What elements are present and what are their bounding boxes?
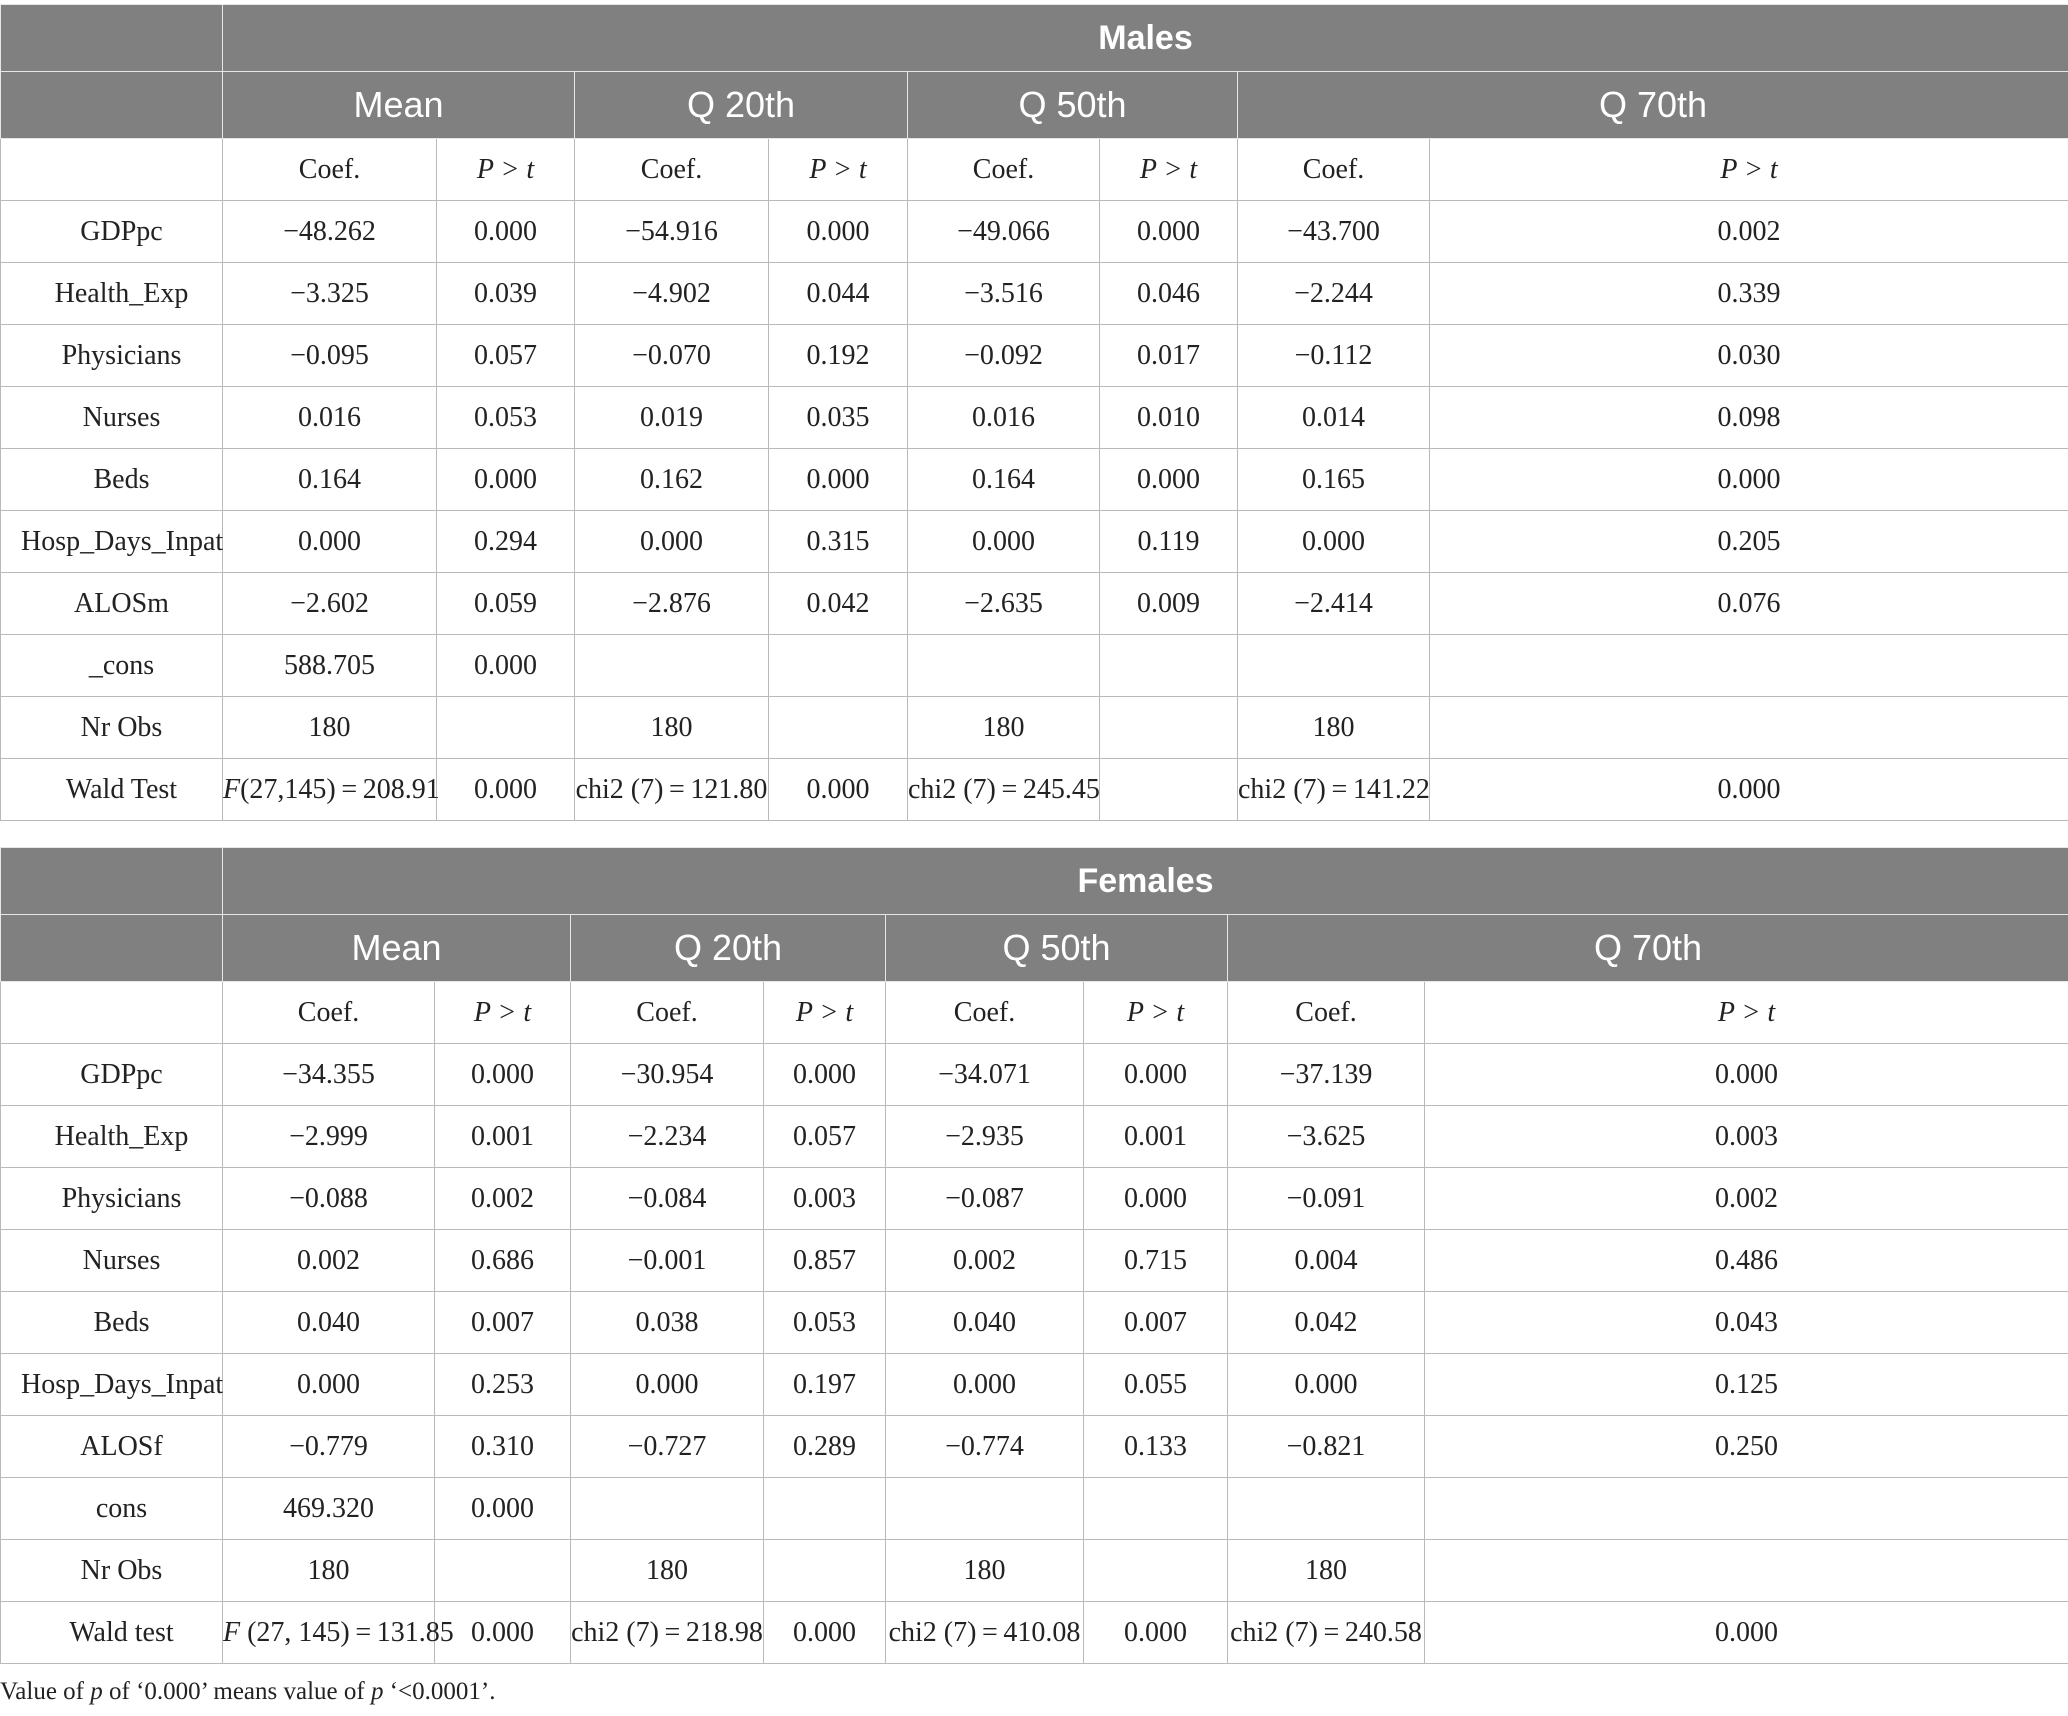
row-label: Physicians xyxy=(1,325,223,387)
table-row xyxy=(1,449,2068,511)
table-row xyxy=(1,1168,2068,1230)
p-value-cell: 0.486 xyxy=(1425,1230,2068,1292)
row-label: Physicians xyxy=(1,1168,223,1230)
coef-cell: −34.071 xyxy=(886,1044,1084,1106)
coef-cell: 0.000 xyxy=(908,511,1100,573)
row-label: GDPpc xyxy=(1,1044,223,1106)
p-value-cell: 0.000 xyxy=(1100,201,1238,263)
p-value-cell: 0.010 xyxy=(1100,387,1238,449)
coef-cell: 0.002 xyxy=(223,1230,435,1292)
table-row xyxy=(1,201,2068,263)
p-value-cell: 0.315 xyxy=(769,511,908,573)
p-value-cell: 0.001 xyxy=(435,1106,571,1168)
p-value-cell: 0.000 xyxy=(437,449,575,511)
coef-cell: −0.088 xyxy=(223,1168,435,1230)
wald-f-value: (27, 145) = 131.85 xyxy=(240,1616,454,1648)
wald-f-symbol: F xyxy=(223,1616,241,1648)
p-value-cell: 0.250 xyxy=(1425,1416,2068,1478)
corner-cell xyxy=(1,848,223,915)
coef-cell: −0.774 xyxy=(886,1416,1084,1478)
wald-statistic-cell: chi2 (7) = 240.58 xyxy=(1228,1602,1425,1664)
coef-cell: −0.821 xyxy=(1228,1416,1425,1478)
footnote-text: ‘<0.0001’. xyxy=(383,1678,496,1705)
p-value-cell: 0.030 xyxy=(1430,325,2068,387)
p-value-cell: 0.053 xyxy=(437,387,575,449)
coef-header: Coef. xyxy=(1238,139,1430,201)
coef-header: Coef. xyxy=(1228,982,1425,1044)
coef-cell: 180 xyxy=(1228,1540,1425,1602)
males-table xyxy=(0,4,2068,821)
coef-cell: 0.038 xyxy=(571,1292,764,1354)
coef-cell: 0.164 xyxy=(908,449,1100,511)
corner-cell xyxy=(1,72,223,139)
coef-cell: 180 xyxy=(571,1540,764,1602)
group-header-q70: Q 70th xyxy=(1228,915,2068,982)
table-row xyxy=(1,1044,2068,1106)
coef-cell xyxy=(571,1478,764,1540)
coef-cell: 0.000 xyxy=(886,1354,1084,1416)
p-header: P > t xyxy=(435,982,571,1044)
p-value-cell: 0.000 xyxy=(1100,449,1238,511)
p-value-cell: 0.057 xyxy=(437,325,575,387)
row-label: Hosp_Days_Inpat xyxy=(1,511,223,573)
coef-cell: −2.244 xyxy=(1238,263,1430,325)
coef-cell: −2.876 xyxy=(575,573,769,635)
table-row xyxy=(1,1540,2068,1602)
coef-header: Coef. xyxy=(575,139,769,201)
p-value-cell xyxy=(1100,697,1238,759)
coef-cell: −2.635 xyxy=(908,573,1100,635)
footnote-text: Value of xyxy=(0,1678,91,1705)
row-label: cons xyxy=(1,1478,223,1540)
coef-cell: 0.162 xyxy=(575,449,769,511)
p-value-cell xyxy=(769,635,908,697)
row-label: Nurses xyxy=(1,387,223,449)
coef-cell: −3.325 xyxy=(223,263,437,325)
coef-cell: 0.000 xyxy=(1238,511,1430,573)
coef-cell: −2.935 xyxy=(886,1106,1084,1168)
table-row xyxy=(1,1354,2068,1416)
wald-test-row xyxy=(1,1602,2068,1664)
p-value-cell: 0.002 xyxy=(1430,201,2068,263)
coef-cell: −0.779 xyxy=(223,1416,435,1478)
table-row xyxy=(1,697,2068,759)
table-row xyxy=(1,1478,2068,1540)
row-label: Nurses xyxy=(1,1230,223,1292)
coef-cell: −2.999 xyxy=(223,1106,435,1168)
coef-cell: −0.091 xyxy=(1228,1168,1425,1230)
p-value-cell xyxy=(1425,1540,2068,1602)
p-header: P > t xyxy=(764,982,886,1044)
coef-cell: −3.625 xyxy=(1228,1106,1425,1168)
p-value-cell: 0.339 xyxy=(1430,263,2068,325)
wald-f-value: (27,145) = 208.91 xyxy=(240,773,440,805)
p-value-cell: 0.205 xyxy=(1430,511,2068,573)
coef-header: Coef. xyxy=(223,982,435,1044)
p-value-cell xyxy=(437,697,575,759)
group-header-mean: Mean xyxy=(223,72,575,139)
p-header: P > t xyxy=(1425,982,2068,1044)
p-value-cell: 0.000 xyxy=(435,1602,571,1664)
p-value-cell xyxy=(1084,1478,1228,1540)
coef-header: Coef. xyxy=(908,139,1100,201)
p-value-cell: 0.000 xyxy=(1425,1044,2068,1106)
p-value-cell: 0.000 xyxy=(769,759,908,821)
coef-cell: −34.355 xyxy=(223,1044,435,1106)
coef-cell: −0.084 xyxy=(571,1168,764,1230)
p-value-cell: 0.289 xyxy=(764,1416,886,1478)
wald-statistic-cell: chi2 (7) = 410.08 xyxy=(886,1602,1084,1664)
p-value-cell: 0.017 xyxy=(1100,325,1238,387)
coef-cell: −0.727 xyxy=(571,1416,764,1478)
p-value-cell: 0.000 xyxy=(764,1602,886,1664)
p-value-cell: 0.007 xyxy=(435,1292,571,1354)
coef-cell: 0.016 xyxy=(223,387,437,449)
coef-cell: −30.954 xyxy=(571,1044,764,1106)
p-value-cell: 0.000 xyxy=(437,201,575,263)
coef-cell xyxy=(1228,1478,1425,1540)
footnote-p: p xyxy=(90,1678,103,1705)
row-label: Beds xyxy=(1,1292,223,1354)
coef-header: Coef. xyxy=(223,139,437,201)
p-value-cell: 0.000 xyxy=(769,449,908,511)
p-value-cell: 0.009 xyxy=(1100,573,1238,635)
table-row xyxy=(1,1416,2068,1478)
footnote-p: p xyxy=(370,1678,384,1705)
coef-cell: −2.234 xyxy=(571,1106,764,1168)
table-row xyxy=(1,511,2068,573)
table-row xyxy=(1,573,2068,635)
coef-cell: −0.092 xyxy=(908,325,1100,387)
group-header-q20: Q 20th xyxy=(571,915,886,982)
p-value-cell: 0.042 xyxy=(769,573,908,635)
p-value-cell xyxy=(1084,1540,1228,1602)
table-row xyxy=(1,1230,2068,1292)
p-value-cell: 0.053 xyxy=(764,1292,886,1354)
coef-cell xyxy=(575,635,769,697)
p-value-cell: 0.133 xyxy=(1084,1416,1228,1478)
row-label: Wald test xyxy=(1,1602,223,1664)
coef-cell: −3.516 xyxy=(908,263,1100,325)
table-row xyxy=(1,1292,2068,1354)
p-value-cell: 0.001 xyxy=(1084,1106,1228,1168)
coef-cell: 180 xyxy=(575,697,769,759)
coef-cell: −48.262 xyxy=(223,201,437,263)
coef-header: Coef. xyxy=(571,982,764,1044)
coef-cell: 0.002 xyxy=(886,1230,1084,1292)
coef-cell: 0.000 xyxy=(1228,1354,1425,1416)
coef-cell: −49.066 xyxy=(908,201,1100,263)
p-value-cell: 0.000 xyxy=(1430,449,2068,511)
p-value-cell xyxy=(769,697,908,759)
coef-cell: 180 xyxy=(223,1540,435,1602)
p-value-cell: 0.098 xyxy=(1430,387,2068,449)
coef-cell: 588.705 xyxy=(223,635,437,697)
coef-cell: 0.040 xyxy=(886,1292,1084,1354)
p-value-cell: 0.253 xyxy=(435,1354,571,1416)
p-value-cell: 0.039 xyxy=(437,263,575,325)
p-value-cell xyxy=(764,1478,886,1540)
p-value-cell xyxy=(1100,759,1238,821)
p-value-cell: 0.000 xyxy=(1430,759,2068,821)
p-value-cell: 0.119 xyxy=(1100,511,1238,573)
coef-cell: −0.001 xyxy=(571,1230,764,1292)
coef-cell: −0.070 xyxy=(575,325,769,387)
coef-cell: 0.040 xyxy=(223,1292,435,1354)
coef-cell: 469.320 xyxy=(223,1478,435,1540)
group-header-q70: Q 70th xyxy=(1238,72,2068,139)
p-value-cell: 0.044 xyxy=(769,263,908,325)
coef-cell: 180 xyxy=(1238,697,1430,759)
row-label: GDPpc xyxy=(1,201,223,263)
row-label: ALOSf xyxy=(1,1416,223,1478)
coef-cell: 0.042 xyxy=(1228,1292,1425,1354)
coef-cell: 0.000 xyxy=(223,511,437,573)
p-header: P > t xyxy=(1430,139,2068,201)
coef-cell: −4.902 xyxy=(575,263,769,325)
coef-cell xyxy=(908,635,1100,697)
row-label: Health_Exp xyxy=(1,1106,223,1168)
p-value-cell: 0.000 xyxy=(437,759,575,821)
subheader-row xyxy=(1,982,2068,1044)
p-value-cell: 0.000 xyxy=(764,1044,886,1106)
footnote-text: of ‘0.000’ means value of xyxy=(102,1678,371,1705)
coef-cell: 0.000 xyxy=(223,1354,435,1416)
coef-cell: 0.016 xyxy=(908,387,1100,449)
corner-cell xyxy=(1,5,223,72)
wald-test-row xyxy=(1,759,2068,821)
p-value-cell xyxy=(1430,697,2068,759)
coef-cell xyxy=(886,1478,1084,1540)
group-header-mean: Mean xyxy=(223,915,571,982)
coef-cell: −2.602 xyxy=(223,573,437,635)
p-value-cell xyxy=(1100,635,1238,697)
p-value-cell: 0.686 xyxy=(435,1230,571,1292)
row-label: Wald Test xyxy=(1,759,223,821)
coef-cell: −37.139 xyxy=(1228,1044,1425,1106)
row-label: Beds xyxy=(1,449,223,511)
p-value-cell: 0.000 xyxy=(435,1044,571,1106)
p-value-cell: 0.059 xyxy=(437,573,575,635)
coef-cell: 0.000 xyxy=(575,511,769,573)
p-value-cell: 0.000 xyxy=(1084,1168,1228,1230)
p-value-cell: 0.046 xyxy=(1100,263,1238,325)
group-header-q20: Q 20th xyxy=(575,72,908,139)
p-header: P > t xyxy=(437,139,575,201)
p-value-cell: 0.000 xyxy=(1425,1602,2068,1664)
p-value-cell: 0.715 xyxy=(1084,1230,1228,1292)
table-row xyxy=(1,635,2068,697)
row-label: Nr Obs xyxy=(1,1540,223,1602)
coef-cell: 180 xyxy=(886,1540,1084,1602)
corner-cell xyxy=(1,915,223,982)
row-label: Nr Obs xyxy=(1,697,223,759)
table-row xyxy=(1,263,2068,325)
coef-cell: −54.916 xyxy=(575,201,769,263)
wald-f-symbol: F xyxy=(223,773,241,805)
p-value-cell: 0.003 xyxy=(1425,1106,2068,1168)
subheader-row xyxy=(1,139,2068,201)
coef-header: Coef. xyxy=(886,982,1084,1044)
p-value-cell: 0.857 xyxy=(764,1230,886,1292)
p-value-cell xyxy=(435,1540,571,1602)
coef-cell: 0.019 xyxy=(575,387,769,449)
table-row xyxy=(1,325,2068,387)
row-label: Hosp_Days_Inpat xyxy=(1,1354,223,1416)
p-value-cell: 0.000 xyxy=(1084,1044,1228,1106)
wald-statistic-cell xyxy=(223,1602,454,1664)
p-value-cell: 0.310 xyxy=(435,1416,571,1478)
coef-cell: 0.004 xyxy=(1228,1230,1425,1292)
coef-cell xyxy=(1238,635,1430,697)
coef-cell: 0.164 xyxy=(223,449,437,511)
coef-cell: 180 xyxy=(908,697,1100,759)
p-value-cell: 0.125 xyxy=(1425,1354,2068,1416)
coef-cell: 0.014 xyxy=(1238,387,1430,449)
p-value-cell: 0.000 xyxy=(1084,1602,1228,1664)
females-table xyxy=(0,847,2068,1664)
p-header: P > t xyxy=(769,139,908,201)
row-label: Health_Exp xyxy=(1,263,223,325)
p-value-cell: 0.197 xyxy=(764,1354,886,1416)
coef-cell: −0.087 xyxy=(886,1168,1084,1230)
row-label-blank xyxy=(1,982,223,1044)
p-header: P > t xyxy=(1084,982,1228,1044)
p-value-cell: 0.000 xyxy=(437,635,575,697)
wald-statistic-cell: chi2 (7) = 218.98 xyxy=(571,1602,764,1664)
p-value-cell: 0.057 xyxy=(764,1106,886,1168)
coef-cell: −2.414 xyxy=(1238,573,1430,635)
row-label-blank xyxy=(1,139,223,201)
females-title: Females xyxy=(223,848,2068,915)
p-value-cell: 0.002 xyxy=(1425,1168,2068,1230)
p-value-cell: 0.002 xyxy=(435,1168,571,1230)
p-value-cell: 0.055 xyxy=(1084,1354,1228,1416)
row-label: _cons xyxy=(1,635,223,697)
males-title: Males xyxy=(223,5,2068,72)
p-value-cell: 0.076 xyxy=(1430,573,2068,635)
p-value-cell: 0.294 xyxy=(437,511,575,573)
p-value-cell: 0.000 xyxy=(435,1478,571,1540)
wald-statistic-cell: chi2 (7) = 245.45 xyxy=(908,759,1100,821)
row-label: ALOSm xyxy=(1,573,223,635)
p-value-cell xyxy=(1430,635,2068,697)
p-value-cell xyxy=(764,1540,886,1602)
wald-statistic-cell xyxy=(223,759,440,821)
coef-cell: −0.112 xyxy=(1238,325,1430,387)
group-header-q50: Q 50th xyxy=(886,915,1228,982)
coef-cell: 0.000 xyxy=(571,1354,764,1416)
wald-statistic-cell: chi2 (7) = 121.80 xyxy=(575,759,769,821)
coef-cell: −0.095 xyxy=(223,325,437,387)
coef-cell: −43.700 xyxy=(1238,201,1430,263)
p-header: P > t xyxy=(1100,139,1238,201)
wald-statistic-cell: chi2 (7) = 141.22 xyxy=(1238,759,1430,821)
table-footnote xyxy=(0,1678,495,1706)
table-row xyxy=(1,1106,2068,1168)
group-header-q50: Q 50th xyxy=(908,72,1238,139)
coef-cell: 0.165 xyxy=(1238,449,1430,511)
p-value-cell: 0.007 xyxy=(1084,1292,1228,1354)
p-value-cell xyxy=(1425,1478,2068,1540)
p-value-cell: 0.043 xyxy=(1425,1292,2068,1354)
coef-cell: 180 xyxy=(223,697,437,759)
p-value-cell: 0.003 xyxy=(764,1168,886,1230)
p-value-cell: 0.192 xyxy=(769,325,908,387)
table-row xyxy=(1,387,2068,449)
p-value-cell: 0.035 xyxy=(769,387,908,449)
p-value-cell: 0.000 xyxy=(769,201,908,263)
